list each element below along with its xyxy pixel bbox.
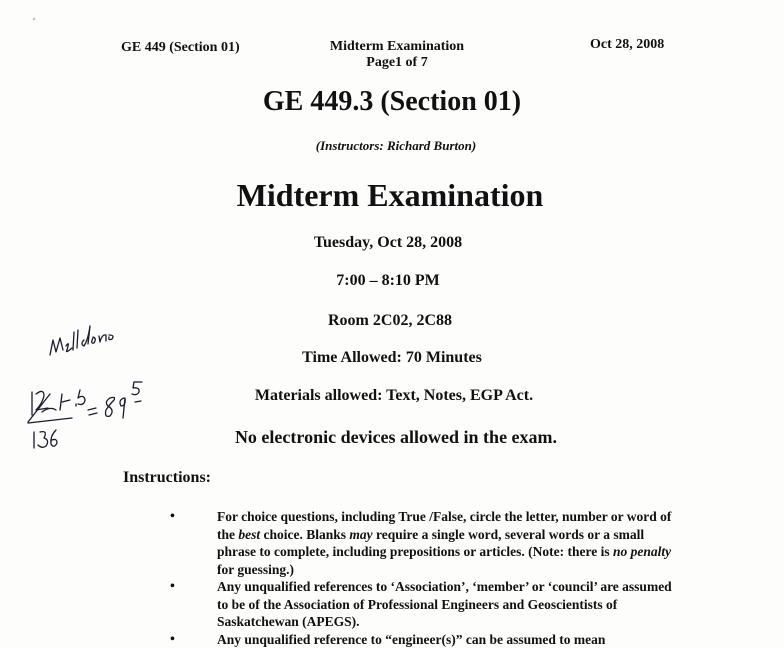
- instructions-list: [165, 508, 685, 648]
- exam-date: Tuesday, Oct 28, 2008: [313, 234, 463, 251]
- header-page-number: Page1 of 7: [366, 55, 428, 70]
- bullet-icon: •: [170, 509, 175, 524]
- instruction-emphasis: no penalty: [612, 544, 672, 559]
- time-allowed: Time Allowed: 70 Minutes: [302, 349, 482, 366]
- scan-speck: [30, 15, 38, 23]
- list-item: [165, 631, 685, 648]
- header-exam: Midterm Examination: [329, 39, 465, 54]
- exam-title: Midterm Examination: [236, 177, 544, 213]
- instruction-text: for guessing.): [217, 561, 295, 577]
- list-item: [165, 508, 685, 578]
- bullet-icon: •: [170, 579, 175, 594]
- list-item: [165, 578, 685, 631]
- header-date: Oct 28, 2008: [590, 37, 665, 52]
- instructors: (Instructors: Richard Burton): [315, 138, 477, 153]
- materials-allowed: Materials allowed: Text, Notes, EGP Act.: [254, 387, 534, 404]
- instructions-heading: Instructions:: [123, 469, 212, 486]
- header-center: [300, 39, 494, 71]
- instruction-emphasis: may: [349, 526, 373, 542]
- course-title: GE 449.3 (Section 01): [262, 86, 522, 117]
- handwritten-grade: [20, 310, 170, 460]
- instruction-text: Any unqualified references to ‘Association’, ‘member’ or ‘council’ are assumed to be of the Association of Professional Engineers and Geoscientists of Saskatchewan (APEGS).: [217, 579, 672, 629]
- instruction-text: Any unqualified reference to “engineer(s)” can be assumed to mean: [217, 631, 606, 647]
- instruction-text: choice. Blanks: [260, 526, 350, 542]
- instruction-emphasis: best: [238, 526, 261, 542]
- no-devices-notice: No electronic devices allowed in the exam.: [234, 427, 558, 447]
- instruction-text: require a single word, several words or a small phrase to complete, including prepositions or articles. (Note: there is: [217, 526, 645, 559]
- instruction-text: For choice questions, including True /False, circle the letter, number or word of the: [217, 509, 672, 542]
- bullet-icon: •: [170, 631, 175, 647]
- header-course: GE 449 (Section 01): [121, 40, 240, 55]
- exam-time: 7:00 – 8:10 PM: [336, 272, 440, 289]
- exam-room: Room 2C02, 2C88: [328, 312, 452, 329]
